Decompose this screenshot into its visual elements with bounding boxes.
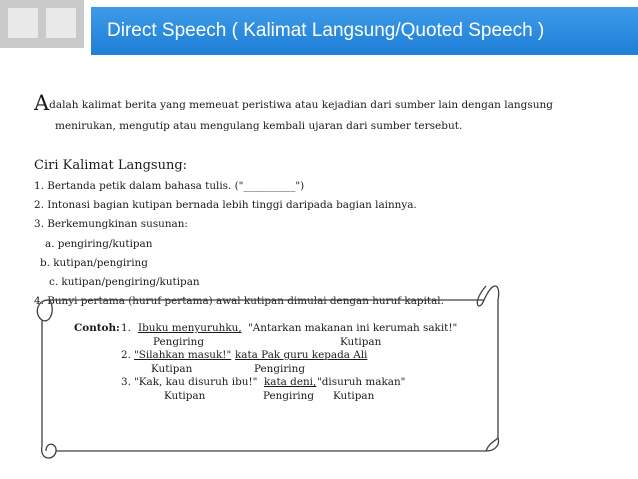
ciri-heading: Ciri Kalimat Langsung:	[34, 158, 188, 173]
example-3-label-kutipan-2: Kutipan	[333, 389, 375, 402]
ciri-subitem-c: c. kutipan/pengiring/kutipan	[49, 276, 200, 289]
example-2-number: 2.	[121, 349, 131, 361]
scroll-left-curl	[37, 300, 52, 321]
example-1-label-kutipan: Kutipan	[340, 335, 382, 348]
ciri-item-4: 4. Bunyi pertama (huruf pertama) awal kutipan dimulai dengan huruf kapital.	[34, 295, 444, 308]
contoh-label: Contoh:	[74, 322, 120, 334]
ciri-subitem-a: a. pengiring/kutipan	[45, 237, 153, 250]
intro-line-1: dalah kalimat berita yang memeuat peristiwa atau kejadian dari sumber lain dengan langsung	[49, 99, 553, 111]
scroll-bottom-right-curl	[486, 438, 498, 451]
example-2-label-kutipan: Kutipan	[151, 362, 193, 375]
example-1-label-pengiring: Pengiring	[153, 335, 204, 348]
example-3-kutipan-2: "disuruh makan"	[317, 376, 406, 388]
example-2-pengiring: kata Pak guru kepada Ali	[235, 349, 368, 361]
example-1-pengiring: Ibuku menyuruhku,	[138, 322, 242, 334]
dropcap-letter: A	[34, 91, 50, 115]
example-1-number: 1.	[121, 322, 131, 334]
example-3-number: 3.	[121, 376, 131, 388]
scroll-bottom-edge	[56, 438, 499, 451]
ciri-item-3: 3. Berkemungkinan susunan:	[34, 218, 188, 231]
ciri-item-1: 1. Bertanda petik dalam bahasa tulis. ("__________")	[34, 180, 305, 192]
example-3-kutipan-1: "Kak, kau disuruh ibu!"	[134, 376, 258, 388]
example-3-label-pengiring: Pengiring	[263, 389, 314, 402]
example-3-label-kutipan-1: Kutipan	[164, 389, 206, 402]
ciri-subitem-b: b. kutipan/pengiring	[40, 256, 148, 269]
example-3-pengiring: kata deni,	[264, 376, 317, 388]
example-1-kutipan: "Antarkan makanan ini kerumah sakit!"	[248, 322, 458, 334]
slide-title: Direct Speech ( Kalimat Langsung/Quoted Speech )	[107, 20, 545, 41]
intro-line-2: menirukan, mengutip atau mengulang kembali ujaran dari sumber tersebut.	[55, 120, 463, 132]
example-2-kutipan: "Silahkan masuk!"	[134, 349, 232, 361]
ciri-item-2: 2. Intonasi bagian kutipan bernada lebih tinggi daripada bagian lainnya.	[34, 199, 417, 212]
scroll-bottom-curl	[42, 444, 56, 458]
scroll-top-curl	[477, 286, 486, 306]
example-2-label-pengiring: Pengiring	[254, 362, 305, 375]
